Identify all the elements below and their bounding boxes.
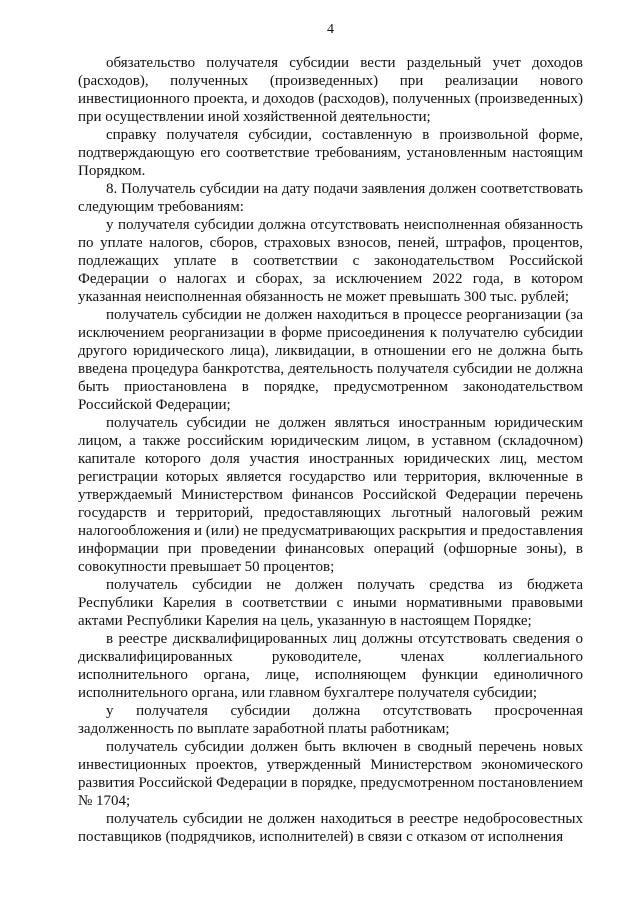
paragraph-item-8-requirements: 8. Получатель субсидии на дату подачи заявления должен соответствовать следующим требованиям:	[78, 181, 583, 215]
paragraph-no-other-budget-funds: получатель субсидии не должен получать средства из бюджета Республики Карелия в соответствии с иными нормативными правовыми актами Республики Карелия на цель, указанную в настоящем Порядке;	[78, 577, 583, 629]
paragraph-investment-projects-list: получатель субсидии должен быть включен в сводный перечень новых инвестиционных проектов, утвержденный Министерством экономического развития Российской Федерации в порядке, предусмотренном постановлением № 1704;	[78, 739, 583, 809]
paragraph-no-reorganization: получатель субсидии не должен находиться в процессе реорганизации (за исключением реорганизации в форме присоединения к получателю субсидии другого юридического лица), ликвидации, в отношении его не должна быть введена процедура банкротства, деятельность получателя субсидии не должна быть приостановлена в порядке, предусмотренном законодательством Российской Федерации;	[78, 307, 583, 413]
paragraph-compliance-certificate: справку получателя субсидии, составленную в произвольной форме, подтверждающую его соответствие требованиям, установленным настоящим Порядком.	[78, 127, 583, 179]
paragraph-separate-accounting: обязательство получателя субсидии вести раздельный учет доходов (расходов), полученных (произведенных) при реализации нового инвестиционного проекта, и доходов (расходов), полученных (произведенных) при осуществлении иной хозяйственной деятельности;	[78, 55, 583, 125]
paragraph-no-salary-arrears: у получателя субсидии должна отсутствовать просроченная задолженность по выплате заработной платы работникам;	[78, 703, 583, 737]
page-number: 4	[327, 22, 334, 37]
paragraph-no-tax-debt: у получателя субсидии должна отсутствовать неисполненная обязанность по уплате налогов, сборов, страховых взносов, пеней, штрафов, процентов, подлежащих уплате в соответствии с законодательством Российской Федерации о налогах и сборах, за исключением 2022 года, в котором указанная неисполненная обязанность не может превышать 300 тыс. рублей;	[78, 217, 583, 305]
paragraph-not-foreign-entity: получатель субсидии не должен являться иностранным юридическим лицом, а также российским юридическим лицом, в уставном (складочном) капитале которого доля участия иностранных юридических лиц, местом регистрации которых является государство или территория, включенные в утверждаемый Министерством финансов Российской Федерации перечень государств и территорий, предоставляющих льготный налоговый режим налогообложения и (или) не предусматривающих раскрытия и предоставления информации при проведении финансовых операций (офшорные зоны), в совокупности превышает 50 процентов;	[78, 415, 583, 575]
paragraph-no-disqualified-persons: в реестре дисквалифицированных лиц должны отсутствовать сведения о дисквалифицированных руководителе, членах коллегиального исполнительного органа, лице, исполняющем функции единоличного исполнительного органа, или главном бухгалтере получателя субсидии;	[78, 631, 583, 701]
paragraph-no-unfair-suppliers: получатель субсидии не должен находиться в реестре недобросовестных поставщиков (подрядчиков, исполнителей) в связи с отказом от исполнения	[78, 811, 583, 845]
